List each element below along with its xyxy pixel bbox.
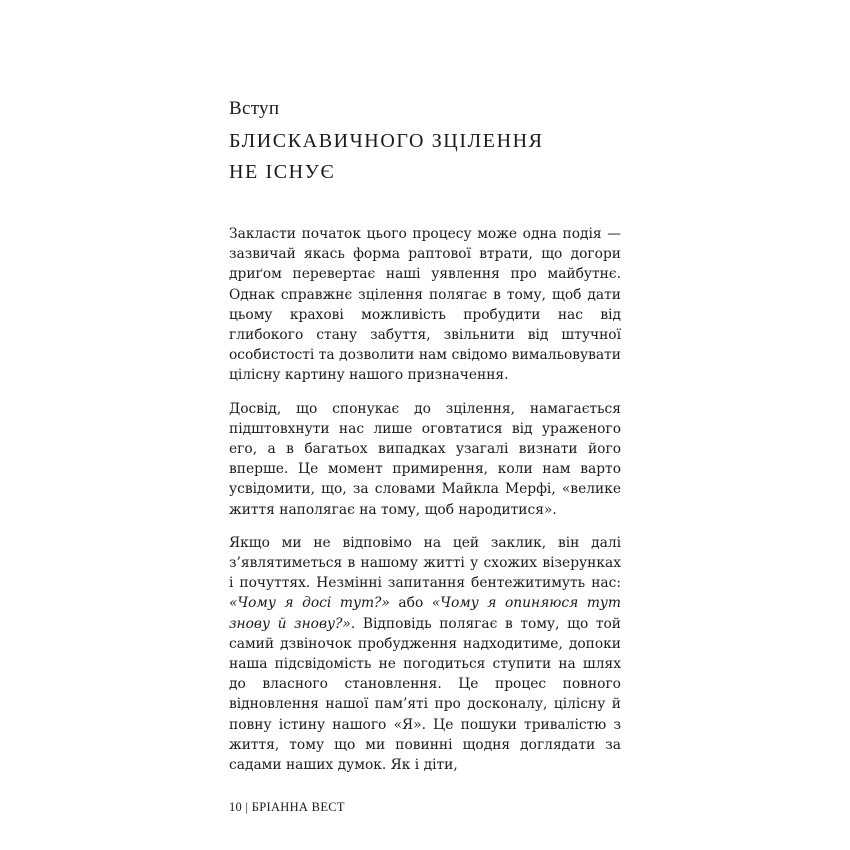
paragraph-3-part-2: або xyxy=(389,595,432,612)
running-footer: 10 | БРІАННА ВЕСТ xyxy=(229,800,345,814)
paragraph-3-part-3: . Відповідь полягає в тому, що той самий дзвіночок пробудження надходитиме, допоки наша підсвідомість не погодиться ступити на шлях до власного становлення. Це процес повного відновлення нашої пам’яті про досконалу, цілісну й повну істину нашого «Я». Це пошуки тривалістю з життя, тому що ми повинні щодня доглядати за садами наших думок. Як і діти, xyxy=(229,615,622,774)
paragraph-2: Досвід, що спонукає до зцілення, намагається підштовхнути нас лише оговтатися від ураженого его, а в багатьох випадках узагалі визнати його вперше. Це момент примирення, коли нам варто усвідомити, що, за словами Майкла Мерфі, «велике життя наполягає на тому, щоб народитися». xyxy=(229,400,621,518)
paragraph-3 xyxy=(229,533,621,775)
body-text xyxy=(229,224,621,788)
italic-question-2: «Чому я опиняюся тут знову й знову?» xyxy=(229,595,621,632)
chapter-title xyxy=(229,126,629,188)
paragraph-3-part-1: Якщо ми не відповімо на цей заклик, він далі з’являтиметься в нашому житті у схожих візерунках і почуттях. Незмінні запитання бентежитимуть нас: xyxy=(229,534,621,592)
chapter-title-line-1: БЛИСКАВИЧНОГО ЗЦІЛЕННЯ xyxy=(229,130,544,152)
chapter-label: Вступ xyxy=(229,98,280,119)
paragraph-1: Закласти початок цього процесу може одна подія — зазвичай якась форма раптової втрати, що догори дриґом перевертає наші уявлення про майбутнє. Однак справжнє зцілення полягає в тому, щоб дати цьому краховi можливість пробудити нас від глибокого стану забуття, звільнити від штучної особистості та дозволити нам свідомо вимальовувати цілісну картину нашого призначення. xyxy=(229,226,621,384)
italic-question-1: «Чому я досі тут?» xyxy=(229,595,390,612)
chapter-title-line-2: НЕ ІСНУЄ xyxy=(229,161,336,183)
